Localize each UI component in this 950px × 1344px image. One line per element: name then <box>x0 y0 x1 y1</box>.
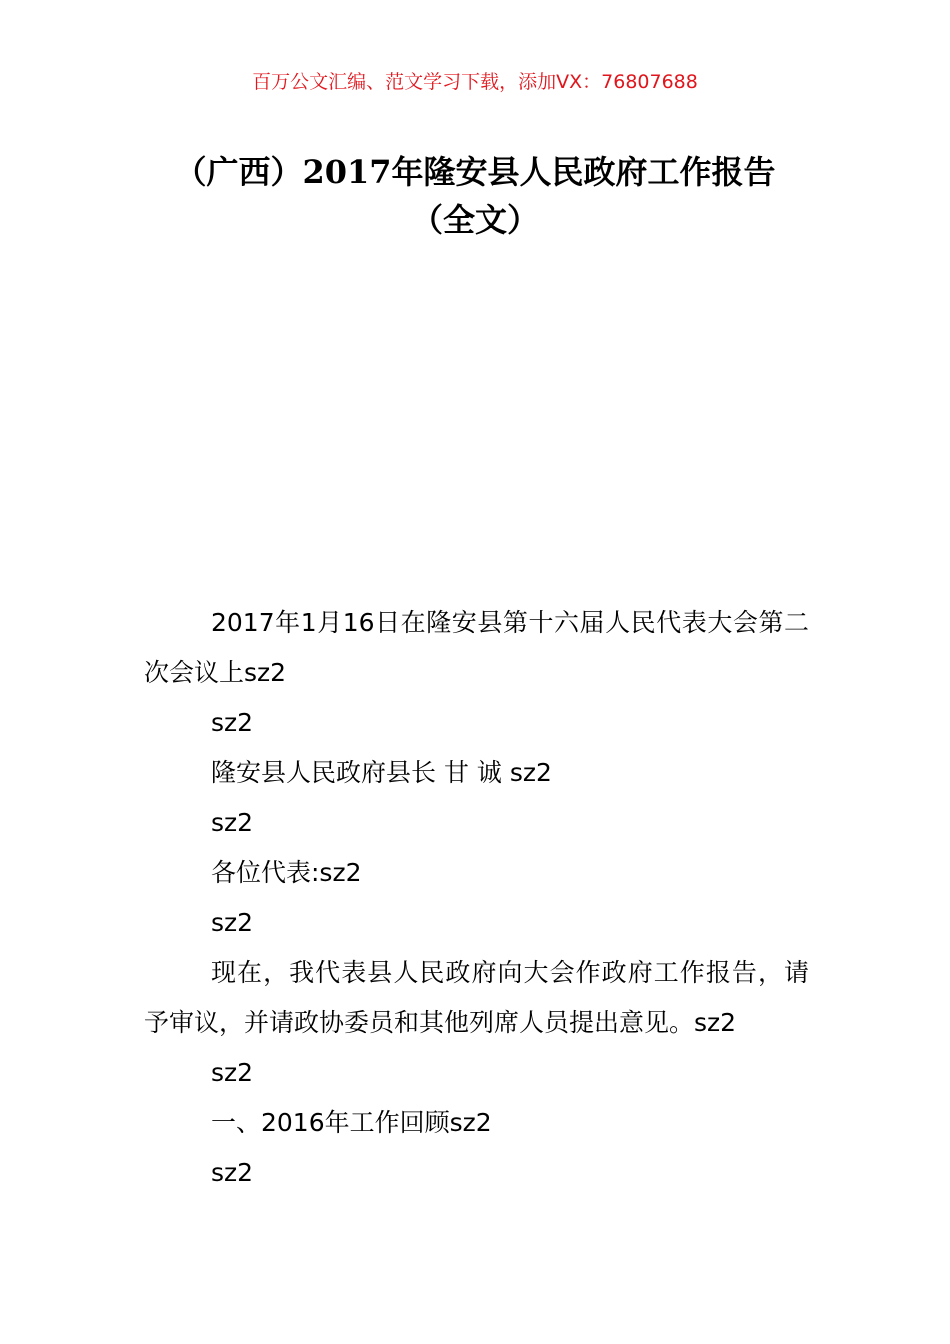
paragraph-speaker: 隆安县人民政府县长 甘 诚 sz2 <box>211 758 552 787</box>
paragraph-spacer: sz2 <box>211 808 254 837</box>
paragraph-spacer: sz2 <box>211 1058 254 1087</box>
paragraph-spacer: sz2 <box>211 908 254 937</box>
title-line-1: （广西）2017年隆安县人民政府工作报告 <box>174 153 776 191</box>
paragraph-salutation: 各位代表:sz2 <box>211 858 362 887</box>
paragraph-spacer: sz2 <box>211 1158 254 1187</box>
title-line-2: （全文） <box>410 201 539 239</box>
paragraph-intro: 现在，我代表县人民政府向大会作政府工作报告，请予审议，并请政协委员和其他列席人员提出意见。sz2 <box>144 958 809 1037</box>
section-heading-review: 一、2016年工作回顾sz2 <box>211 1108 492 1137</box>
paragraph-spacer: sz2 <box>211 708 254 737</box>
header-contact-note: 百万公文汇编、范文学习下载，添加VX：76807688 <box>252 71 698 93</box>
document-body <box>144 598 809 1198</box>
paragraph-meeting-info: 2017年1月16日在隆安县第十六届人民代表大会第二次会议上sz2 <box>144 608 809 687</box>
document-title <box>95 148 855 244</box>
